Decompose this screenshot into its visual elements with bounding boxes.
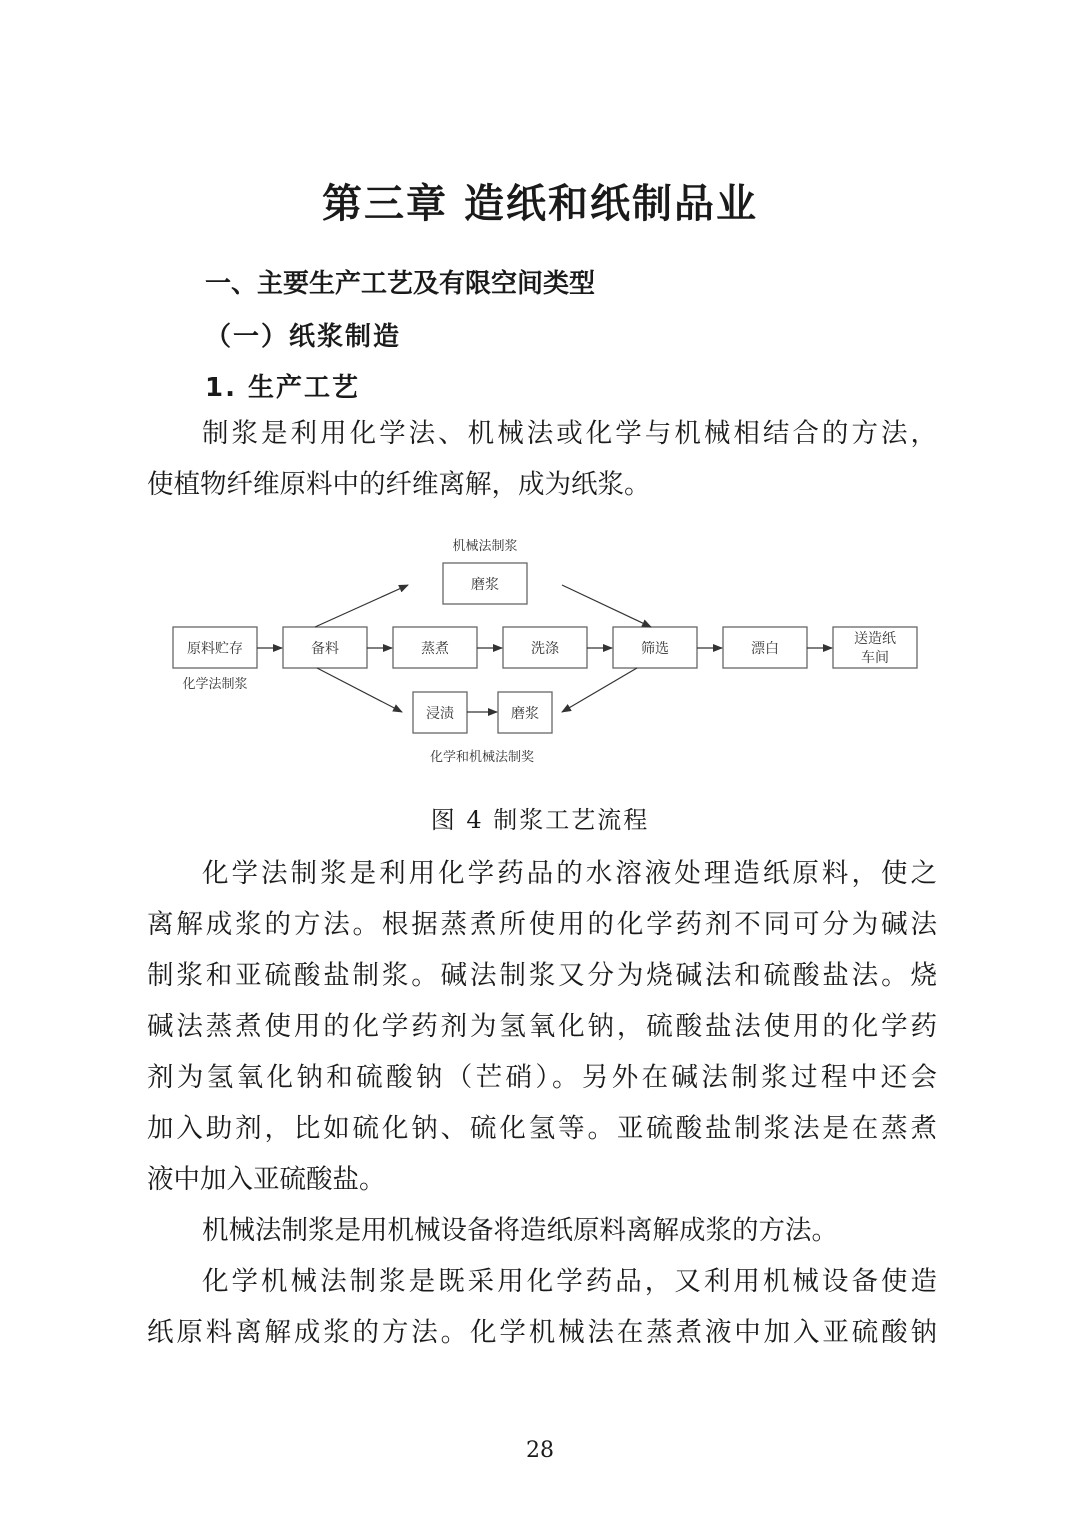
box-label: 蒸煮 bbox=[421, 641, 449, 657]
subsection-heading: （一）纸浆制造 bbox=[205, 322, 402, 352]
paragraph-line: 化学机械法制浆是既采用化学药品，又利用机械设备使造 bbox=[202, 1266, 937, 1297]
mechanical-pulping-label: 机械法制浆 bbox=[452, 539, 518, 554]
box-label: 车间 bbox=[861, 650, 889, 666]
paragraph-line: 碱法蒸煮使用的化学药剂为氢氧化钠，硫酸盐法使用的化学药 bbox=[147, 1011, 937, 1042]
flow-arrow bbox=[562, 585, 651, 627]
box-label: 备料 bbox=[311, 641, 339, 657]
paragraph-line: 制浆是利用化学法、机械法或化学与机械相结合的方法， bbox=[202, 418, 937, 449]
flow-arrow bbox=[315, 585, 408, 627]
subsubsection-heading: 1. 生产工艺 bbox=[205, 373, 361, 403]
paragraph-line: 液中加入亚硫酸盐。 bbox=[147, 1164, 386, 1195]
flow-arrow bbox=[317, 668, 402, 712]
paragraph-line: 加入助剂，比如硫化钠、硫化氢等。亚硫酸盐制浆法是在蒸煮 bbox=[147, 1113, 937, 1144]
section-heading: 一、主要生产工艺及有限空间类型 bbox=[205, 269, 596, 299]
paragraph-line: 机械法制浆是用机械设备将造纸原料离解成浆的方法。 bbox=[202, 1215, 838, 1246]
box-label: 洗涤 bbox=[531, 641, 559, 657]
paragraph-line: 制浆和亚硫酸盐制浆。碱法制浆又分为烧碱法和硫酸盐法。烧 bbox=[147, 960, 937, 991]
chapter-title: 第三章 造纸和纸制品业 bbox=[322, 181, 758, 227]
paragraph-line: 离解成浆的方法。根据蒸煮所使用的化学药剂不同可分为碱法 bbox=[147, 909, 937, 940]
chemical-pulping-label: 化学法制浆 bbox=[182, 677, 248, 692]
box-label: 漂白 bbox=[751, 641, 779, 657]
paragraph-line: 使植物纤维原料中的纤维离解，成为纸浆。 bbox=[147, 469, 651, 500]
chem-mech-pulping-label: 化学和机械法制奖 bbox=[429, 750, 535, 765]
paragraph-line: 纸原料离解成浆的方法。化学机械法在蒸煮液中加入亚硫酸钠 bbox=[147, 1317, 937, 1348]
box-label: 磨浆 bbox=[471, 577, 499, 593]
box-label: 送造纸 bbox=[854, 631, 896, 647]
paragraph-line: 化学法制浆是利用化学药品的水溶液处理造纸原料，使之 bbox=[202, 858, 937, 889]
paragraph-line: 剂为氢氧化钠和硫酸钠（芒硝）。另外在碱法制浆过程中还会 bbox=[147, 1062, 937, 1093]
page-number: 28 bbox=[526, 1438, 554, 1463]
figure-caption: 图 4 制浆工艺流程 bbox=[430, 806, 650, 834]
flow-arrow bbox=[562, 668, 637, 712]
box-label: 筛选 bbox=[641, 641, 669, 657]
box-label: 原料贮存 bbox=[187, 641, 243, 657]
box-label: 磨浆 bbox=[511, 706, 539, 722]
box-label: 浸渍 bbox=[426, 706, 454, 722]
